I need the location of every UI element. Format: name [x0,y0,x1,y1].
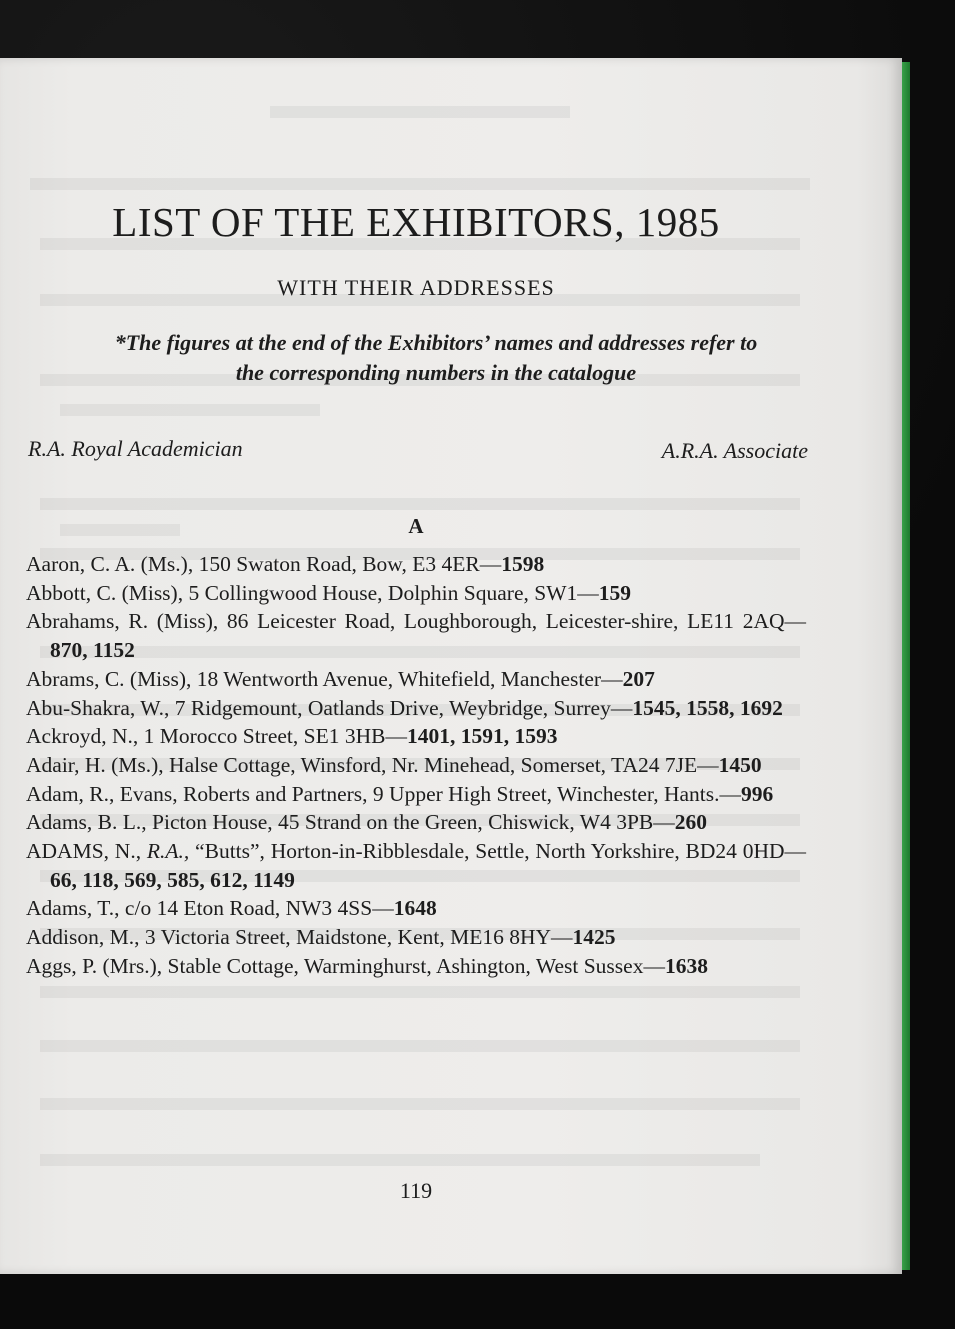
catalogue-numbers: 1598 [501,552,545,576]
ra-designation: R.A., [146,839,190,864]
catalogue-numbers: 1638 [664,953,708,978]
catalogue-numbers: 159 [598,580,631,605]
separator: — [653,810,675,835]
separator: — [385,724,407,749]
exhibitor-address: Adam, R., Evans, Roberts and Partners, 9 Upper High Street, Winchester, Hants. [26,781,720,806]
catalogue-numbers: 207 [622,666,655,691]
exhibitor-address: Abrahams, R. (Miss), 86 Leicester Road, Loughborough, Leicester-shire, LE11 2AQ [26,609,785,634]
exhibitor-entry [26,837,806,894]
exhibitor-address: Aggs, P. (Mrs.), Stable Cottage, Warminghurst, Ashington, West Sussex [26,953,644,978]
section-letter: A [408,514,424,538]
catalogue-numbers: 1648 [393,896,437,921]
exhibitor-address: Addison, M., 3 Victoria Street, Maidstone, Kent, ME16 8HY [26,925,552,950]
exhibitor-entry [26,579,806,608]
separator: — [643,953,665,978]
catalogue-numbers: 1401, 1591, 1593 [406,724,558,749]
exhibitor-entry [26,952,806,981]
exhibitor-entry [26,665,806,694]
exhibitor-entry [26,923,806,952]
separator: — [577,580,599,605]
exhibitor-address: Abrams, C. (Miss), 18 Wentworth Avenue, Whitefield, Manchester [26,666,602,691]
separator: — [697,752,719,777]
catalogue-page [0,58,902,1274]
exhibitor-address: Abu-Shakra, W., 7 Ridgemount, Oatlands Drive, Weybridge, Surrey [26,695,611,720]
abbreviation-ra: R.A. Royal Academician [28,436,243,461]
exhibitor-address: Adair, H. (Ms.), Halse Cottage, Winsford, Nr. Minehead, Somerset, TA24 7JE [26,752,698,777]
exhibitor-entry [26,607,806,664]
separator: — [372,896,394,921]
exhibitor-entry [26,808,806,837]
page-subtitle: WITH THEIR ADDRESSES [277,275,555,300]
exhibitor-address: Aaron, C. A. (Ms.), 150 Swaton Road, Bow, E3 4ER [26,552,480,576]
separator: — [784,609,806,634]
exhibitor-address: Adams, B. L., Picton House, 45 Strand on the Green, Chiswick, W4 3PB [26,810,654,835]
separator: — [601,666,623,691]
exhibitor-entry [26,780,806,809]
exhibitor-entry [26,894,806,923]
catalogue-note-line: *The figures at the end of the Exhibitors’ names and addresses refer to [114,330,758,355]
catalogue-numbers: 1450 [718,752,762,777]
catalogue-numbers: 870, 1152 [50,638,135,663]
exhibitor-address: Ackroyd, N., 1 Morocco Street, SE1 3HB [26,724,386,749]
exhibitor-entry [26,722,806,751]
page-number: 119 [399,1178,433,1203]
abbreviation-ara: A.R.A. Associate [661,438,808,463]
catalogue-numbers: 1425 [572,925,616,950]
catalogue-numbers: 1545, 1558, 1692 [632,695,783,720]
separator: — [479,552,502,576]
exhibitor-entry [26,694,806,723]
separator: — [784,839,806,864]
exhibitor-entry [26,751,806,780]
separator: — [719,781,742,806]
exhibitor-address: Adams, T., c/o 14 Eton Road, NW3 4SS [26,896,373,921]
exhibitor-list [26,550,806,981]
catalogue-numbers: 996 [741,781,774,806]
page-title: LIST OF THE EXHIBITORS, 1985 [112,199,720,245]
separator: — [610,695,633,720]
exhibitor-address: ADAMS, N., [26,839,147,864]
catalogue-note [36,328,836,388]
exhibitor-entry [26,550,806,579]
catalogue-numbers: 260 [674,810,707,835]
separator: — [551,925,573,950]
exhibitor-address: “Butts”, Horton-in-Ribblesdale, Settle, North Yorkshire, BD24 0HD [189,839,785,864]
catalogue-note-line: the corresponding numbers in the catalogue [235,360,637,385]
catalogue-numbers: 66, 118, 569, 585, 612, 1149 [50,867,295,892]
exhibitor-address: Abbott, C. (Miss), 5 Collingwood House, Dolphin Square, SW1 [26,580,578,605]
